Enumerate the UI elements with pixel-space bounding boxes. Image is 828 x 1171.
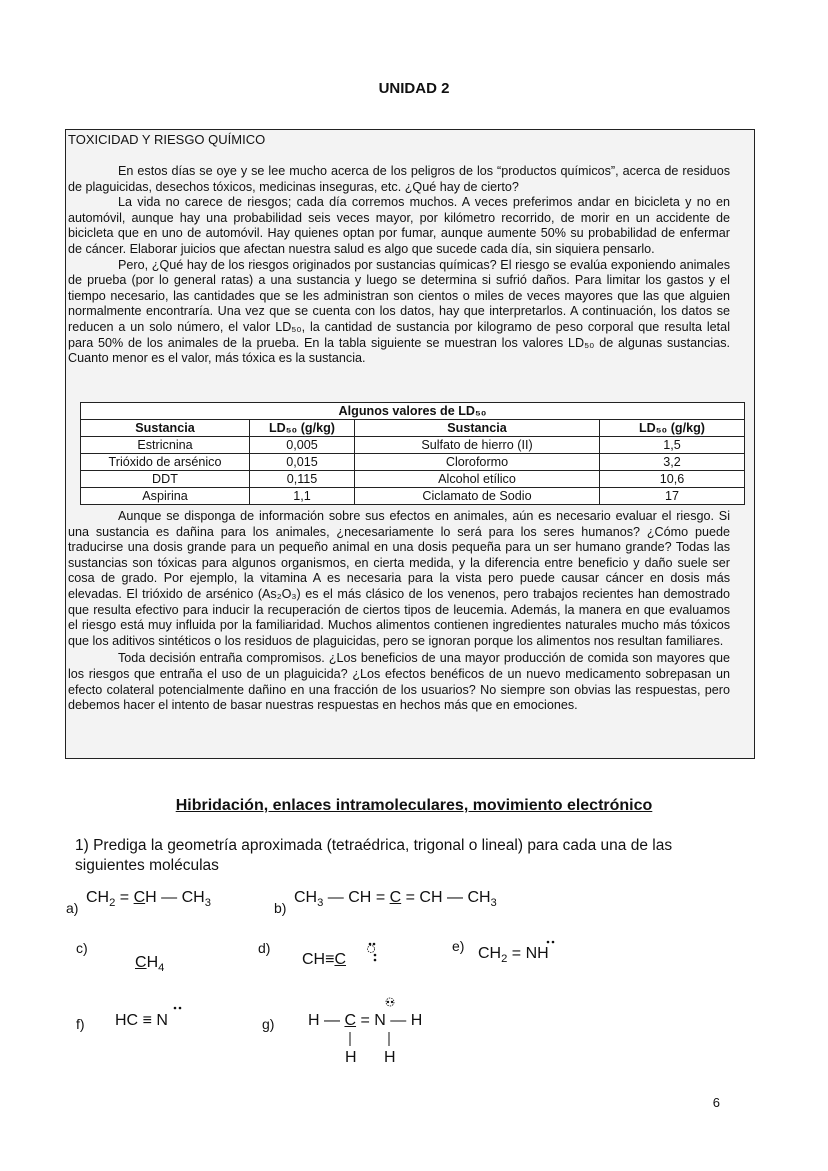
table-cell: Ciclamato de Sodio: [355, 488, 600, 505]
table-header: LD₅₀ (g/kg): [600, 420, 745, 437]
atom-group: CH: [302, 951, 326, 968]
subscript: 2: [109, 897, 116, 910]
ld50-table: [80, 402, 745, 505]
central-atom: C: [389, 889, 402, 906]
table-header: LD₅₀ (g/kg): [250, 420, 355, 437]
box-text-bottom: [68, 509, 730, 714]
single-bond: —: [323, 889, 344, 906]
atom: N: [156, 1012, 168, 1029]
table-cell: 0,115: [250, 471, 355, 488]
atom-group: CH: [478, 945, 502, 962]
double-bond: =: [360, 1012, 370, 1029]
molecule-b: [294, 889, 497, 909]
double-bond: =: [405, 889, 415, 906]
central-atom: C: [135, 954, 147, 971]
label-d: d): [258, 940, 271, 956]
lower-h-atom: H: [384, 1049, 396, 1066]
paragraph-5: Toda decisión entraña compromisos. ¿Los beneficios de una mayor producción de comida son mayores que los riesgos que entraña el uso de un plaguicida? ¿Los efectos benéficos de un nuevo medicamento sobrepasan un efecto colateral potencialmente dañino en una fracción de los usuarios? No siempre son obvias las respuestas, pero debemos hacer el intento de basar nuestras respuestas en hechos más que en emociones.: [68, 651, 730, 713]
table-cell: 3,2: [600, 454, 745, 471]
table-cell: Trióxido de arsénico: [81, 454, 250, 471]
toxicity-box: [65, 129, 755, 759]
label-g: g): [262, 1016, 275, 1032]
table-cell: Aspirina: [81, 488, 250, 505]
double-bond: =: [511, 945, 522, 962]
single-bond: —: [446, 889, 463, 906]
table-cell: 1,5: [600, 437, 745, 454]
table-cell: 0,005: [250, 437, 355, 454]
lower-h-atom: H: [345, 1049, 357, 1066]
table-cell: 0,015: [250, 454, 355, 471]
paragraph-4: Aunque se disponga de información sobre sus efectos en animales, aún es necesario evaluar el riesgo. Si una sustancia es dañina para los animales, ¿necesariamente lo será para los seres humanos? ¿Cómo puede traducirse una dosis grande para un pequeño animal en una dosis pequeña para un ser humano grande? Todas las sustancias son tóxicas para algunos organismos, en cierta medida, y la diferencia entre beneficio y daño suele ser cosa de grado. Por ejemplo, la vitamina A es necesaria para la vista pero puede causar cáncer en dosis más elevadas. El trióxido de arsénico (As₂O₃) es el más clásico de los venenos, pero trabajos recientes han demostrado que resulta efectivo para inducir la recuperación de ciertos tipos de leucemia. Además, la manera en que evaluamos el riesgo está muy influida por la familiaridad. Muchos alimentos contienen ingredientes naturales mucho más tóxicos que los aditivos sintéticos o los residuos de plaguicidas, pero se ignoran porque los alimentos nos resultan familiares.: [68, 509, 730, 648]
single-bond: —: [161, 889, 178, 906]
atom-group: HC: [115, 1012, 139, 1029]
atom-group: CH: [86, 889, 110, 906]
central-atom: C: [344, 1012, 357, 1029]
section-title: Hibridación, enlaces intramoleculares, movimiento electrónico: [175, 797, 653, 814]
table-cell: Cloroformo: [355, 454, 600, 471]
molecule-e: [478, 945, 549, 965]
table-cell: 10,6: [600, 471, 745, 488]
atom-group: NH: [525, 945, 549, 962]
box-title: TOXICIDAD Y RIESGO QUÍMICO: [68, 132, 266, 147]
table-header: Sustancia: [81, 420, 250, 437]
label-b: b): [274, 900, 287, 916]
lone-pair-icon: [380, 996, 400, 1010]
table-cell: DDT: [81, 471, 250, 488]
lone-pair-icon: [172, 1005, 184, 1011]
table-cell: Sulfato de hierro (II): [355, 437, 600, 454]
table-cell: Estricnina: [81, 437, 250, 454]
label-f: f): [76, 1016, 85, 1032]
box-text-top: [68, 164, 730, 367]
lone-pair-icon: [545, 939, 557, 945]
triple-bond: ≡: [325, 951, 335, 968]
atom: N: [374, 1012, 386, 1029]
table-cell: Alcohol etílico: [355, 471, 600, 488]
molecule-c: [135, 954, 164, 974]
atom-group: CH: [467, 889, 491, 906]
table-row: [81, 437, 745, 454]
table-row: [81, 488, 745, 505]
atom-group: CH: [294, 889, 318, 906]
label-a: a): [66, 900, 79, 916]
subscript: 4: [158, 962, 165, 975]
table-header-row: [81, 420, 745, 437]
table-cell: 17: [600, 488, 745, 505]
central-atom: C: [133, 889, 146, 906]
page-number: 6: [712, 1095, 720, 1110]
molecule-a: [86, 889, 211, 909]
molecule-g: [308, 1012, 422, 1030]
paragraph-1: En estos días se oye y se lee mucho acerca de los peligros de los “productos químicos”, acerca de residuos de plaguicidas, desechos tóxicos, medicinas inseguras, etc. ¿Qué hay de cierto?: [68, 164, 730, 194]
atom-group: CH: [419, 889, 443, 906]
atom: H: [146, 954, 159, 971]
central-atom: C: [334, 951, 347, 968]
triple-bond: ≡: [142, 1012, 152, 1029]
paragraph-3: Pero, ¿Qué hay de los riesgos originados por sustancias químicas? El riesgo se evalúa exponiendo animales de prueba (por lo general ratas) a una sustancia y luego se determina si sufrió daños. Para limitar los gastos y el tiempo necesario, las cantidades que se les administran son cientos o miles de veces mayores que las que alguien normalmente encontraría. Una vez que se cuenta con los datos, hay que interpretarlos. A continuación, los datos se reducen a un solo número, el valor LD₅₀, la cantidad de sustancia por kilogramo de peso corporal que resulta letal para 50% de los animales de la prueba. En la tabla siguiente se muestran los valores LD₅₀ de algunas sustancias. Cuanto menor es el valor, más tóxica es la sustancia.: [68, 257, 730, 366]
table-row: [81, 454, 745, 471]
atom: H: [308, 1012, 320, 1029]
atom-group: CH: [181, 889, 205, 906]
double-bond: =: [119, 889, 130, 906]
paragraph-2: La vida no carece de riesgos; cada día corremos muchos. A veces preferimos andar en bicicleta y no en automóvil, aunque hay una probabilidad seis veces mayor, por kilómetro recorrido, de morir en un accidente de bicicleta que en uno de automóvil. Hay quienes optan por fumar, aunque aumente 50% su probabilidad de enfermar de cáncer. Elaborar juicios que afectan nuestra salud es algo que sucede cada día, sin siquiera pensarlo.: [68, 195, 730, 256]
table-cell: 1,1: [250, 488, 355, 505]
atom: H: [145, 889, 157, 906]
table-caption: Algunos valores de LD₅₀: [81, 403, 745, 420]
lone-pairs-icon: [364, 940, 378, 976]
molecule-d: [302, 951, 346, 969]
subscript: 3: [317, 897, 324, 910]
unit-title: UNIDAD 2: [378, 80, 450, 97]
subscript: 3: [490, 897, 497, 910]
label-c: c): [76, 940, 88, 956]
single-bond: —: [390, 1012, 407, 1029]
table-header: Sustancia: [355, 420, 600, 437]
table-row: [81, 471, 745, 488]
label-e: e): [452, 938, 465, 954]
vertical-bonds-icon: [340, 1030, 400, 1050]
question-1: 1) Prediga la geometría aproximada (tetraédrica, trigonal o lineal) para cada una de las siguientes moléculas: [75, 837, 673, 874]
atom-group: CH: [348, 889, 372, 906]
atom: H: [410, 1012, 423, 1029]
subscript: 3: [204, 897, 211, 910]
double-bond: =: [375, 889, 386, 906]
molecule-f: [115, 1012, 168, 1030]
subscript: 2: [501, 953, 508, 966]
single-bond: —: [324, 1012, 341, 1029]
